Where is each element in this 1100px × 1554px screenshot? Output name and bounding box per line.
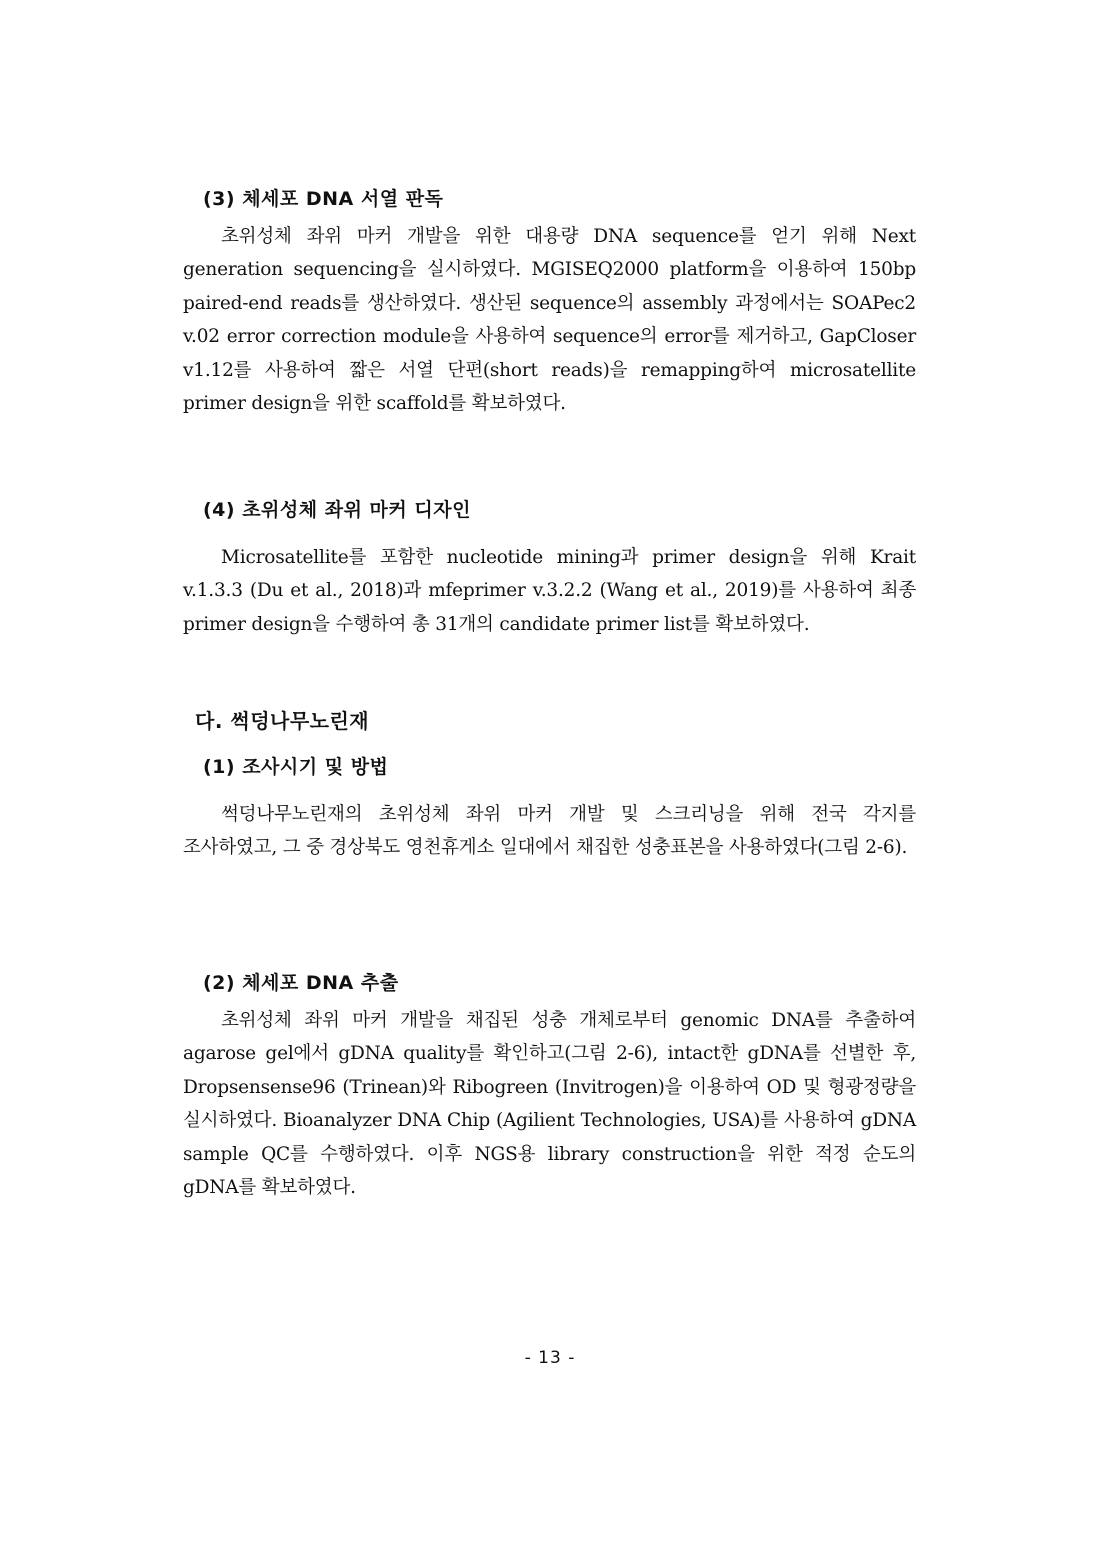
section-heading: (1) 조사시기 및 방법 [203,756,389,778]
major-section-stink-bug [183,706,916,744]
section-paragraph: 초위성체 좌위 마커 개발을 채집된 성충 개체로부터 genomic DNA를 추출하여 agarose gel에서 gDNA quality를 확인하고(그림 2-6), intact한 gDNA를 선별한 후, Dropsensense96 (Trinean)와 Ribogreen (Invitrogen)을 이용하여 OD 및 형광정량을 실시하였다. Bioanalyzer DNA Chip (Agilient Technologies, USA)를 사용하여 gDNA sample QC를 수행하였다. 이후 NGS용 library construction을 위한 적정 순도의 gDNA를 확보하였다. [183,1010,916,1199]
major-heading: 다. 썩덩나무노린재 [195,709,370,733]
section-paragraph: Microsatellite를 포함한 nucleotide mining과 primer design을 위해 Krait v.1.3.3 (Du et al., 2018)과 mfeprimer v.3.2.2 (Wang et al., 2019)를 사용하여 최종 primer design을 수행하여 총 31개의 candidate primer list를 확보하였다. [183,547,916,635]
section-dna-sequencing [183,184,916,420]
section-paragraph: 초위성체 좌위 마커 개발을 위한 대용량 DNA sequence를 얻기 위해 Next generation sequencing을 실시하였다. MGISEQ2000 platform을 이용하여 150bp paired-end reads를 생산하였다. 생산된 sequence의 assembly 과정에서는 SOAPec2 v.02 error correction module을 사용하여 sequence의 error를 제거하고, GapCloser v1.12를 사용하여 짧은 서열 단편(short reads)을 remapping하여 microsatellite primer design을 위한 scaffold를 확보하였다. [183,226,916,415]
section-survey-method [183,752,916,865]
section-heading: (3) 체세포 DNA 서열 판독 [203,188,444,210]
section-marker-design [183,495,916,641]
section-heading: (2) 체세포 DNA 추출 [203,972,399,994]
section-dna-extraction [183,968,916,1204]
section-paragraph: 썩덩나무노린재의 초위성체 좌위 마커 개발 및 스크리닝을 위해 전국 각지를 조사하였고, 그 중 경상북도 영천휴게소 일대에서 채집한 성충표본을 사용하였다(그림 2-6). [183,804,916,859]
section-heading: (4) 초위성체 좌위 마커 디자인 [203,499,471,521]
page-number: - 13 - [524,1348,576,1368]
